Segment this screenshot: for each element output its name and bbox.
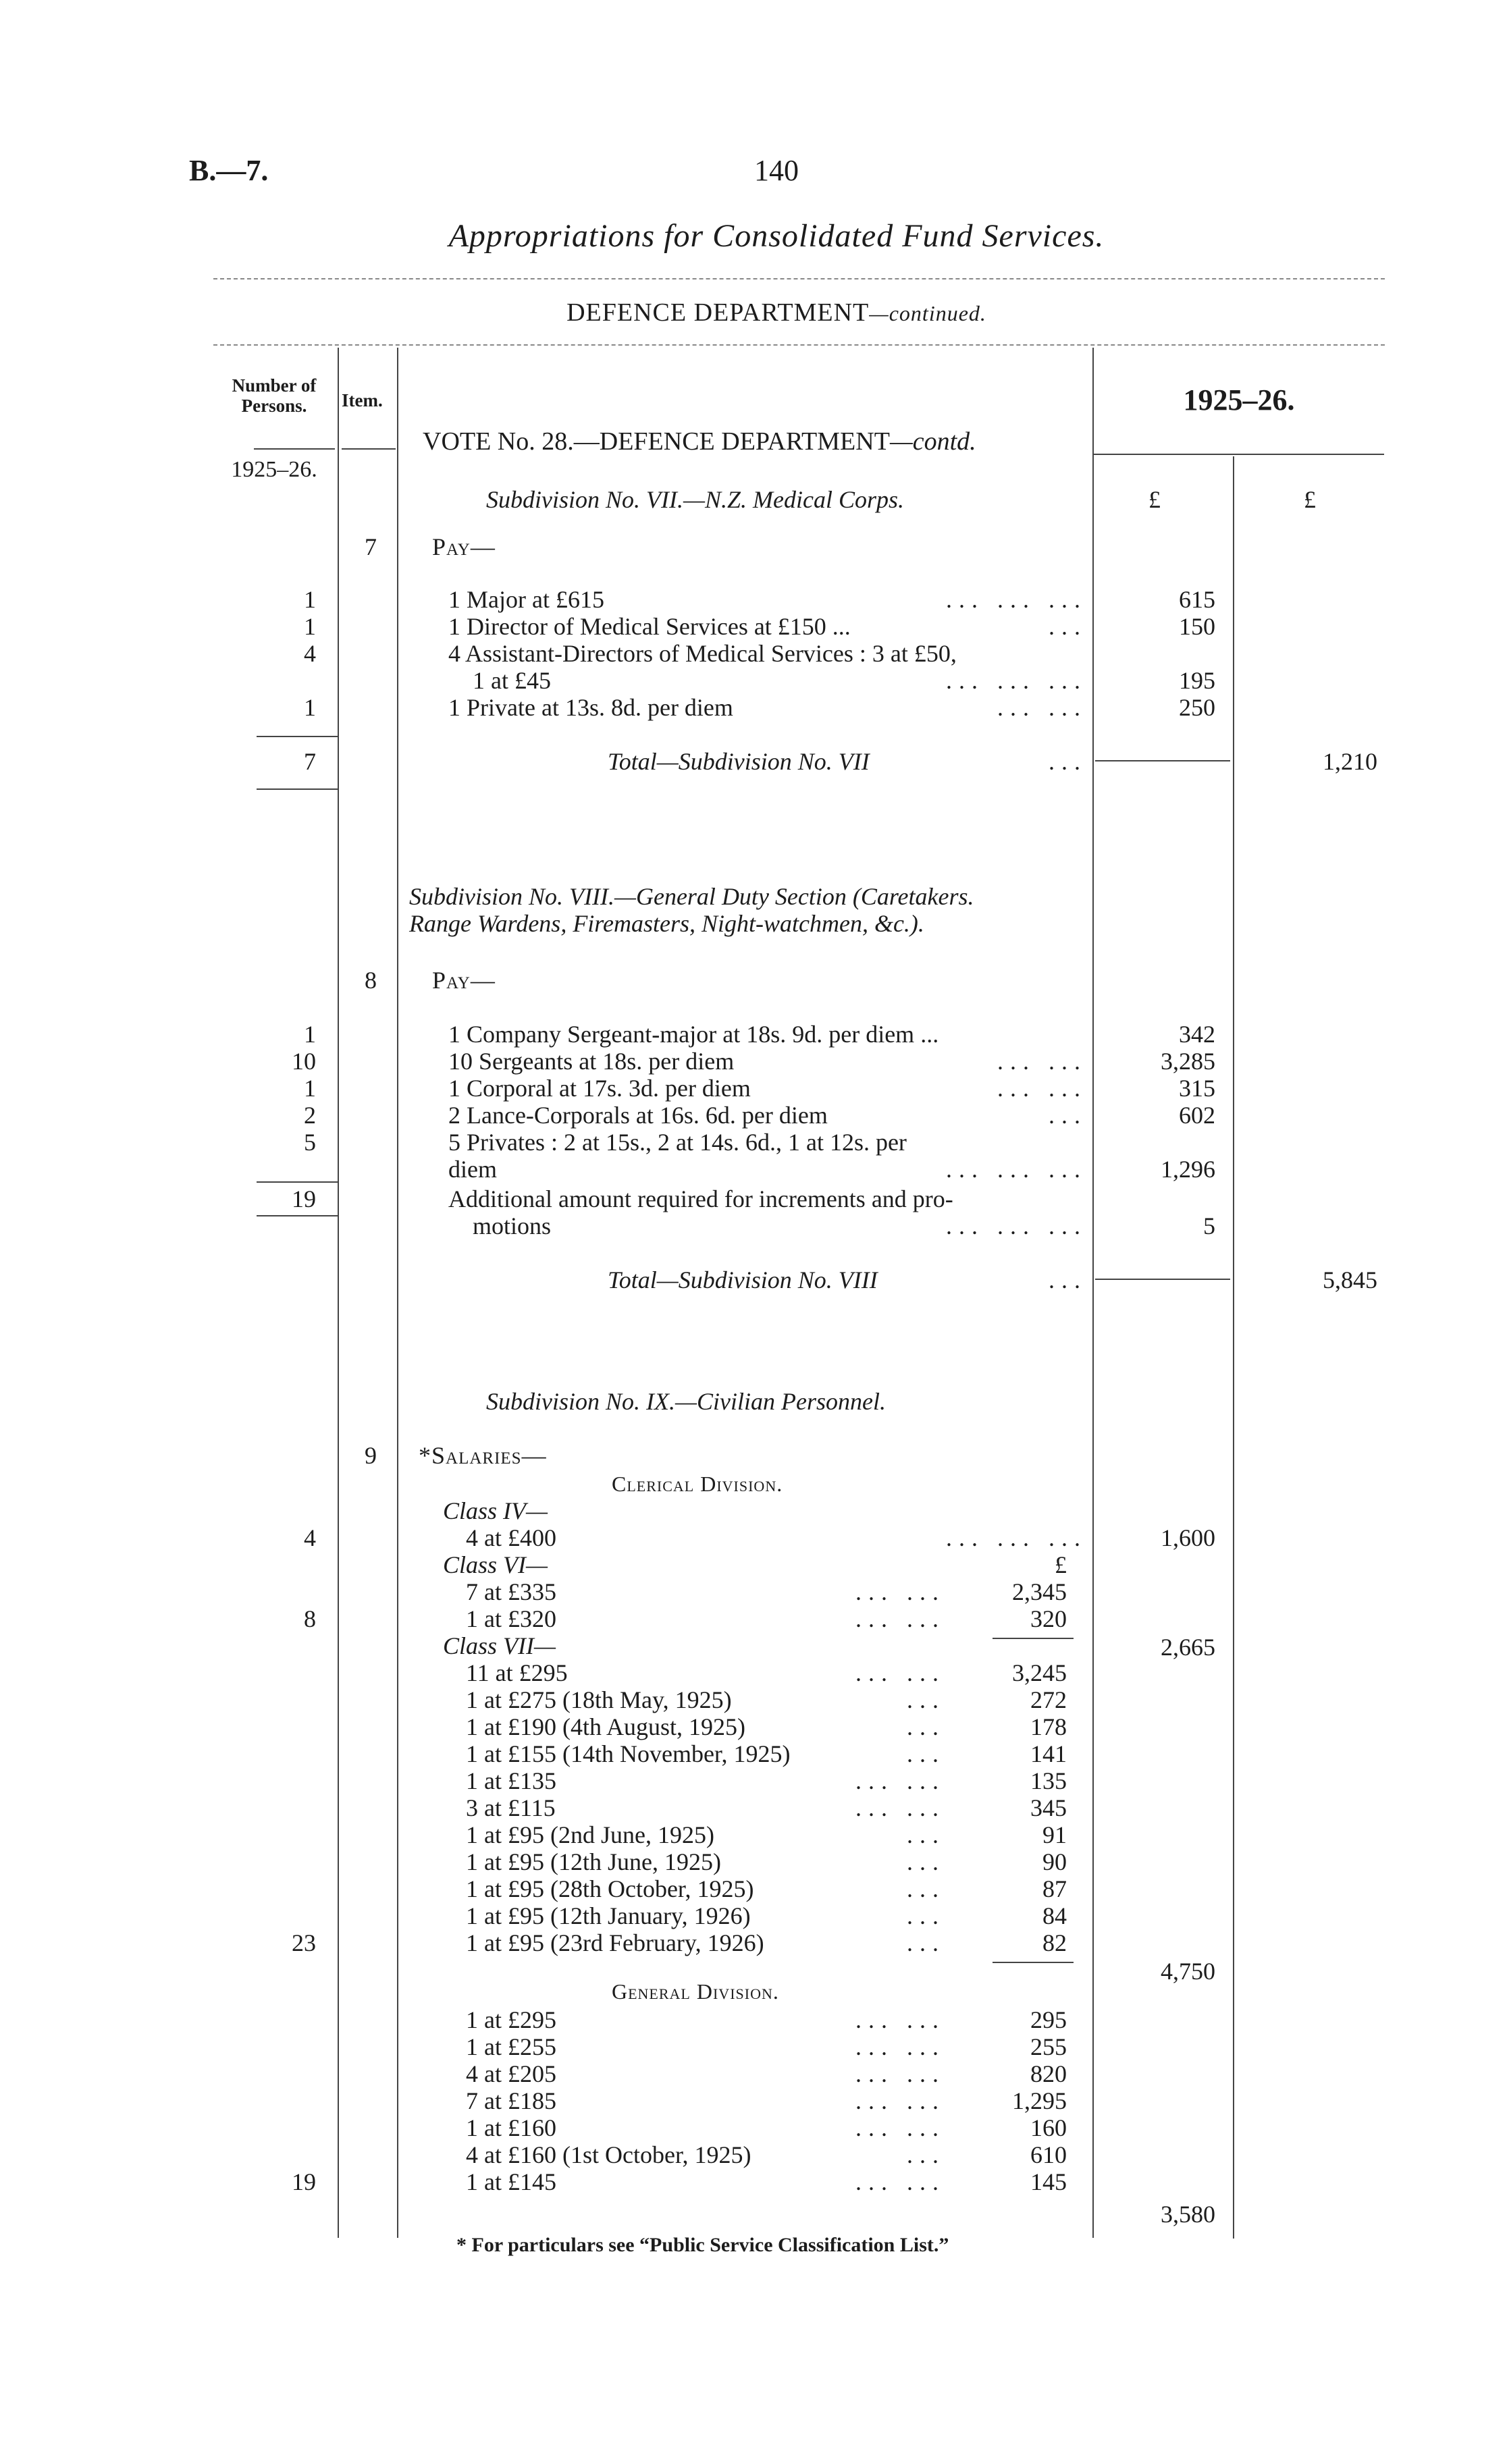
sub8-persons-rule-2 [257, 1215, 338, 1216]
title-rule [213, 278, 1385, 279]
sub8-title-line2: Range Wardens, Firemasters, Night-watchmen, &c.). [409, 910, 924, 937]
class4-heading: Class IV— [443, 1497, 548, 1524]
rule-amount-total [1233, 456, 1234, 2239]
sub7-amount-rule [1095, 760, 1230, 761]
rule-persons-item [338, 348, 339, 2238]
sub7-total: 1,210 [1323, 748, 1377, 775]
class7-total: 4,750 [1161, 1958, 1215, 1985]
general-persons: 19 [292, 2168, 316, 2195]
sub8-pay: Pay— [432, 967, 496, 994]
department-heading: DEFENCE DEPARTMENT—continued. [566, 298, 986, 327]
footnote: * For particulars see “Public Service Classification List.” [456, 2234, 949, 2256]
sub9-salaries: *Salaries— [419, 1442, 547, 1469]
class7-heading: Class VII— [443, 1632, 556, 1659]
sub8-item: 8 [365, 967, 377, 994]
year-rule [1094, 454, 1384, 455]
sub8-amount-rule [1095, 1279, 1230, 1280]
sub8-persons-rule [257, 1181, 338, 1183]
sub8-title-line1: Subdivision No. VIII.—General Duty Section (Caretakers. [409, 883, 974, 910]
header-number-of-persons: Number of Persons. [232, 375, 317, 416]
class6-sub-rule [993, 1638, 1074, 1639]
class6-total: 2,665 [1161, 1634, 1215, 1661]
sub7-pay: Pay— [432, 533, 496, 560]
sub7-persons-rule-2 [257, 788, 338, 790]
sub8-total-dots: ... [1049, 1266, 1087, 1293]
item-rule [342, 448, 396, 450]
sub9-item: 9 [365, 1442, 377, 1469]
class4-persons: 4 [304, 1524, 316, 1551]
sub7-title: Subdivision No. VII.—N.Z. Medical Corps. [486, 486, 904, 513]
class6-persons: 8 [304, 1605, 316, 1632]
class6-heading: Class VI— [443, 1551, 548, 1578]
pound-sign-col1: £ [1148, 486, 1161, 513]
sub7-total-persons: 7 [304, 748, 316, 775]
vote-heading: VOTE No. 28.—DEFENCE DEPARTMENT—contd. [423, 427, 976, 456]
clerical-division-heading: Clerical Division. [612, 1472, 783, 1496]
header-year: 1925–26. [1183, 383, 1295, 417]
sub7-persons-rule [257, 736, 338, 737]
rule-item-text [397, 348, 398, 2238]
class7-sub-rule [993, 1962, 1074, 1963]
general-total: 3,580 [1161, 2201, 1215, 2228]
sub8-total: 5,845 [1323, 1266, 1377, 1293]
sub9-title: Subdivision No. IX.—Civilian Personnel. [486, 1388, 886, 1415]
document-code: B.—7. [189, 154, 269, 187]
page-number: 140 [754, 154, 799, 187]
sub7-total-label: Total—Subdivision No. VII [608, 748, 870, 775]
header-item: Item. [342, 390, 383, 410]
page-title: Appropriations for Consolidated Fund Services. [448, 218, 1105, 254]
persons-year: 1925–26. [231, 457, 317, 482]
sub7-item: 7 [365, 533, 377, 560]
class6-pound-sign: £ [1055, 1551, 1067, 1578]
class7-persons: 23 [292, 1929, 316, 1956]
rule-text-amount [1092, 348, 1094, 2238]
department-rule [213, 344, 1385, 346]
pound-sign-col2: £ [1304, 486, 1316, 513]
general-division-heading: General Division. [612, 1979, 779, 2004]
sub7-total-dots: ... [1049, 748, 1087, 775]
persons-rule [254, 448, 335, 450]
sub8-total-label: Total—Subdivision No. VIII [608, 1266, 878, 1293]
